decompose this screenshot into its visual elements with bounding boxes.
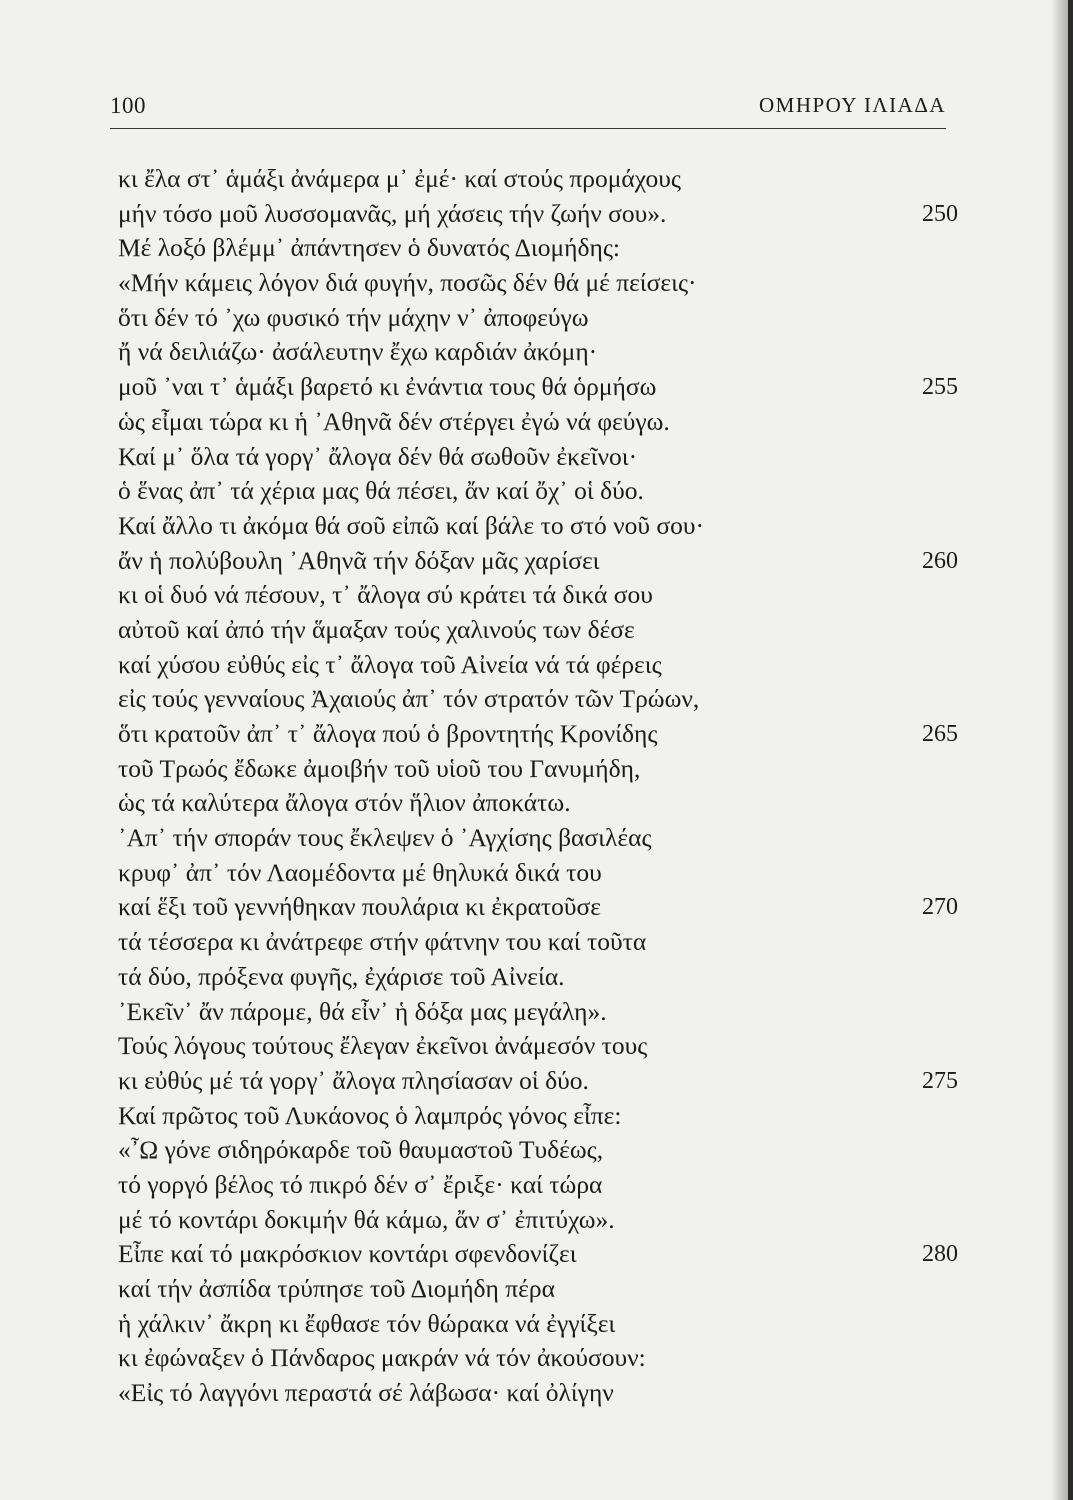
verse-text: καί τήν ἀσπίδα τρύπησε τοῦ Διομήδη πέρα: [118, 1274, 555, 1303]
page-header: [110, 93, 946, 129]
verse-line: [118, 474, 958, 509]
verse-line: [118, 301, 958, 336]
verse-line: [118, 856, 958, 891]
verse-line: [118, 717, 958, 752]
verse-line: [118, 440, 958, 475]
verse-text: κι εὐθύς μέ τά γοργ᾽ ἄλογα πλησίασαν οἱ δύο.: [118, 1065, 589, 1095]
verse-line: [118, 1272, 958, 1307]
verse-text: ὁ ἕνας ἀπ᾽ τά χέρια μας θά πέσει, ἄν καί ὄχ᾽ οἱ δύο.: [118, 476, 644, 506]
verse-text: ὅτι κρατοῦν ἀπ᾽ τ᾽ ἄλογα πού ὁ βροντητής Κρονίδης: [118, 719, 658, 748]
verse-number: 280: [922, 1241, 958, 1268]
verse-line: [118, 1029, 958, 1064]
verse-number: 250: [922, 200, 958, 227]
verse-text: τοῦ Τρωός ἔδωκε ἀμοιβήν τοῦ υἱοῦ του Γανυμήδη,: [118, 753, 641, 783]
verse-text: μήν τόσο μοῦ λυσσομανᾶς, μή χάσεις τήν ζωήν σου».: [118, 198, 667, 228]
verse-line: [118, 1203, 958, 1238]
verse-text: καί ἕξι τοῦ γεννήθηκαν πουλάρια κι ἐκρατοῦσε: [118, 892, 602, 922]
verse-text: ἡ χάλκιν᾽ ἄκρη κι ἔφθασε τόν θώρακα νά ἐγγίξει: [118, 1308, 616, 1338]
verse-text: Μέ λοξό βλέμμ᾽ ἀπάντησεν ὁ δυνατός Διομήδης:: [118, 233, 621, 263]
verse-line: [118, 821, 958, 856]
verse-text: «Εἰς τό λαγγόνι περαστά σέ λάβωσα· καί ὀλίγην: [118, 1378, 614, 1408]
verse-line: [118, 752, 958, 787]
verse-text: κι ἔλα στ᾽ ἁμάξι ἀνάμερα μ᾽ ἐμέ· καί στούς προμάχους: [118, 164, 682, 193]
verse-text: ἤ νά δειλιάζω· ἀσάλευτην ἔχω καρδιάν ἀκόμη·: [118, 337, 598, 367]
verse-line: [118, 1133, 958, 1168]
verse-text: τό γοργό βέλος τό πικρό δέν σ᾽ ἔριξε· καί τώρα: [118, 1169, 603, 1199]
verse-list: [118, 162, 958, 1411]
header-divider: [110, 128, 946, 129]
verse-line: [118, 335, 958, 370]
verse-line: [118, 162, 958, 197]
verse-text: καί χύσου εὐθύς εἰς τ᾽ ἄλογα τοῦ Αἰνεία νά τά φέρεις: [118, 649, 662, 679]
verse-text: κι οἱ δυό νά πέσουν, τ᾽ ἄλογα σύ κράτει τά δικά σου: [118, 580, 653, 610]
verse-line: [118, 1341, 958, 1376]
verse-text: ὡς εἶμαι τώρα κι ἡ ᾽Αθηνᾶ δέν στέργει ἐγώ νά φεύγω.: [118, 406, 670, 436]
page-number: 100: [110, 93, 146, 118]
verse-line: [118, 613, 958, 648]
verse-text: «῏Ω γόνε σιδηρόκαρδε τοῦ θαυμαστοῦ Τυδέως,: [118, 1135, 604, 1165]
verse-line: [118, 1307, 958, 1342]
verse-line: [118, 1376, 958, 1411]
verse-line: [118, 995, 958, 1030]
verse-number: 275: [922, 1067, 958, 1094]
running-title: ΟΜΗΡΟΥ ΙΛΙΑΔΑ: [759, 93, 946, 117]
verse-line: [118, 925, 958, 960]
verse-line: [118, 682, 958, 717]
verse-text: Τούς λόγους τούτους ἔλεγαν ἐκεῖνοι ἀνάμεσόν τους: [118, 1031, 648, 1061]
verse-line: [118, 1064, 958, 1099]
verse-text: τά τέσσερα κι ἀνάτρεφε στήν φάτνην του καί τοῦτα: [118, 927, 647, 957]
verse-line: [118, 1237, 958, 1272]
verse-line: [118, 544, 958, 579]
verse-text: Καί πρῶτος τοῦ Λυκάονος ὁ λαμπρός γόνος εἶπε:: [118, 1100, 622, 1130]
verse-line: [118, 786, 958, 821]
verse-number: 260: [922, 547, 958, 574]
verse-text: μοῦ ᾽ναι τ᾽ ἁμάξι βαρετό κι ἐνάντια τους θά ὁρμήσω: [118, 372, 657, 402]
verse-number: 265: [922, 721, 958, 747]
verse-line: [118, 578, 958, 613]
verse-line: [118, 231, 958, 266]
verse-line: [118, 1168, 958, 1203]
verse-text: ἄν ἡ πολύβουλη ᾽Αθηνᾶ τήν δόξαν μᾶς χαρίσει: [118, 545, 600, 575]
page-edge: [1068, 0, 1073, 1500]
verse-line: [118, 890, 958, 925]
verse-text: ᾽Εκεῖν᾽ ἄν πάρομε, θά εἶν᾽ ἡ δόξα μας μεγάλη».: [118, 996, 607, 1026]
verse-text: Εἶπε καί τό μακρόσκιον κοντάρι σφενδονίζει: [118, 1239, 577, 1269]
verse-line: [118, 1099, 958, 1134]
verse-text: κρυφ᾽ ἀπ᾽ τόν Λαομέδοντα μέ θηλυκά δικά του: [118, 857, 602, 887]
verse-line: [118, 648, 958, 683]
verse-text: αὐτοῦ καί ἀπό τήν ἅμαξαν τούς χαλινούς των δέσε: [118, 614, 635, 644]
verse-text: μέ τό κοντάρι δοκιμήν θά κάμω, ἄν σ᾽ ἐπιτύχω».: [118, 1204, 615, 1234]
verse-text: «Μήν κάμεις λόγον διά φυγήν, ποσῶς δέν θά μέ πείσεις·: [118, 268, 697, 298]
verse-text: εἰς τούς γενναίους Ἀχαιούς ἀπ᾽ τόν στρατόν τῶν Τρώων,: [118, 684, 700, 714]
verse-text: κι ἐφώναξεν ὁ Πάνδαρος μακράν νά τόν ἀκούσουν:: [118, 1343, 646, 1373]
verse-text: τά δύο, πρόξενα φυγῆς, ἐχάρισε τοῦ Αἰνεία.: [118, 961, 565, 991]
verse-number: 270: [922, 894, 958, 921]
verse-text: ὅτι δέν τό ᾽χω φυσικό τήν μάχην ν᾽ ἀποφεύγω: [118, 302, 589, 332]
verse-line: [118, 266, 958, 301]
verse-number: 255: [922, 374, 958, 401]
verse-line: [118, 960, 958, 995]
verse-text: ὡς τά καλύτερα ἄλογα στόν ἥλιον ἀποκάτω.: [118, 788, 571, 818]
verse-line: [118, 197, 958, 232]
verse-text: Καί ἄλλο τι ἀκόμα θά σοῦ εἰπῶ καί βάλε το στό νοῦ σου·: [118, 510, 705, 540]
verse-text: Καί μ᾽ ὅλα τά γοργ᾽ ἄλογα δέν θά σωθοῦν ἐκεῖνοι·: [118, 441, 638, 471]
verse-line: [118, 370, 958, 405]
verse-line: [118, 509, 958, 544]
verse-text: ᾽Απ᾽ τήν σποράν τους ἔκλεψεν ὁ ᾽Αγχίσης βασιλέας: [118, 823, 652, 853]
verse-line: [118, 405, 958, 440]
